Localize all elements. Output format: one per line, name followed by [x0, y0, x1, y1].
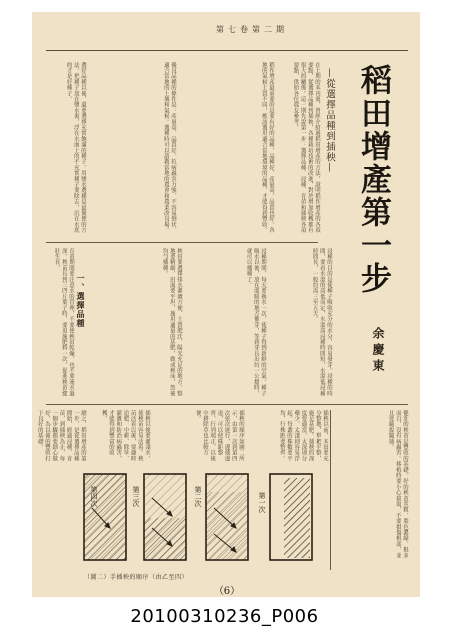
document-page [32, 12, 420, 597]
figure-panel-planted [144, 518, 186, 560]
body-column: 優良品種的條件是：產量高、品質好、抗病蟲害力強、不容易倒伏、適合當地的土壤和氣候。選種時可以請教當地的農會和農業改良場。 [162, 62, 176, 233]
body-column: 插秧以後要灌淺水，使秧苗容易活着。秧苗活着以後，要適時追肥、中耕、除草、灌溉和防治病蟲害，才能得到豐富的收穫。 [100, 410, 150, 462]
figure-caption: （圖二）手插秧的順序（由乙至四） [84, 574, 189, 581]
body-column: 育苗期間要注意水的管理，不要使秧田乾燥，也不要淹水過深。秧苗長到三四片葉子時，要追施肥料一次，促進秧苗健壯生長。 [53, 248, 74, 397]
figure-label: 第四次 [90, 486, 98, 507]
body-column: 總之，稻田增產的第一步，是從選擇品種開始，經過浸種、育苗，到插秧為止，每一個步驟都要細心做好，為以後的豐收打下良好的基礎。 [36, 410, 86, 462]
scan-identifier: 20100310236_P006 [130, 606, 319, 627]
body-column: 插秧以前，本田要充分整地，犁耙平整，施足基肥。插秧的深度要適當，太深則分蘗少，太淺則容易浮起。每叢的株數要平均，行株距要整齊。 [278, 410, 328, 462]
article-author: 余慶東 [371, 327, 385, 375]
body-column: 健壯的秧苗是豐收的基礎。好的秧苗莖粗、葉色濃綠、根多而白，沒有病蟲害。移植時要小心拔取，不要損傷根部，並且要隨拔隨插。 [387, 410, 408, 559]
body-column: 浸種的目的是使種子吸收充分的水分，容易發芽。浸種的時間，要看水溫的高低而定，水溫高浸種時間短，水溫低浸種時間長，一般約需三至五天。 [311, 248, 332, 397]
article-subtitle: —從選擇品種到插秧— [324, 68, 335, 173]
column-divider [46, 404, 408, 405]
figure-panel-planted [284, 478, 310, 558]
planting-order-figure [80, 468, 325, 566]
body-column: 選好品種以後，還要選擇充實飽滿的種子。用鹽水選種是最簡便的方法，把種子放在鹽水裏，浮在水面上的不充實種子要除去，沉在水底的才是好種子。 [65, 62, 86, 233]
body-column: 在上期的本刊裏，曾經介紹過稻田增產的方法，說明稻作增產的各項要點，從選擇品種到插秧，各種栽培技術的改進，對於增加收穫都有很大的關係。這一期先說第一步：選擇品種、浸種、育苗和插秧各項要點，供給各位農友參考。 [292, 62, 320, 233]
body-column: 秧田要選擇排水灌溉方便、土質肥沃、陽光充足的地方。整地要精細，田面要平坦，施用適量的基肥，做成秧床，然後均勻播種。 [161, 248, 182, 397]
body-column: 浸種期間，每天要換水一次，使種子得到新鮮的空氣。種子吸水以後，放在溫暖的地方催芽，等到芽長出約一公釐時，就可以播種了。 [245, 248, 266, 397]
header-rule [46, 50, 408, 51]
column-divider [46, 242, 318, 243]
column-divider [330, 410, 331, 570]
figure-panel-planted [206, 492, 248, 560]
figure-label: 第三次 [132, 486, 140, 507]
body-column: 插秧的順序如圖二所示，由第一次到第四次依次進行，邊插邊退，可以使株距整齊，行列端正，以後中耕除草也比較方便。 [194, 410, 244, 462]
figure-label: 第二次 [194, 486, 202, 507]
figure-label: 第一次 [258, 492, 266, 513]
body-column: 稻作增產最重要的是要有好的品種，品種好，產量高，品質也好。各地的氣候土質不同，應該選用適合當地環境的品種，才能得到豐收。 [260, 62, 274, 233]
page-number: （6） [213, 586, 241, 597]
section-heading: 一、選擇品種 [76, 274, 86, 328]
article-title: 稻田增產第一步 [355, 64, 391, 295]
running-header: 第七卷第二期 [216, 25, 288, 34]
